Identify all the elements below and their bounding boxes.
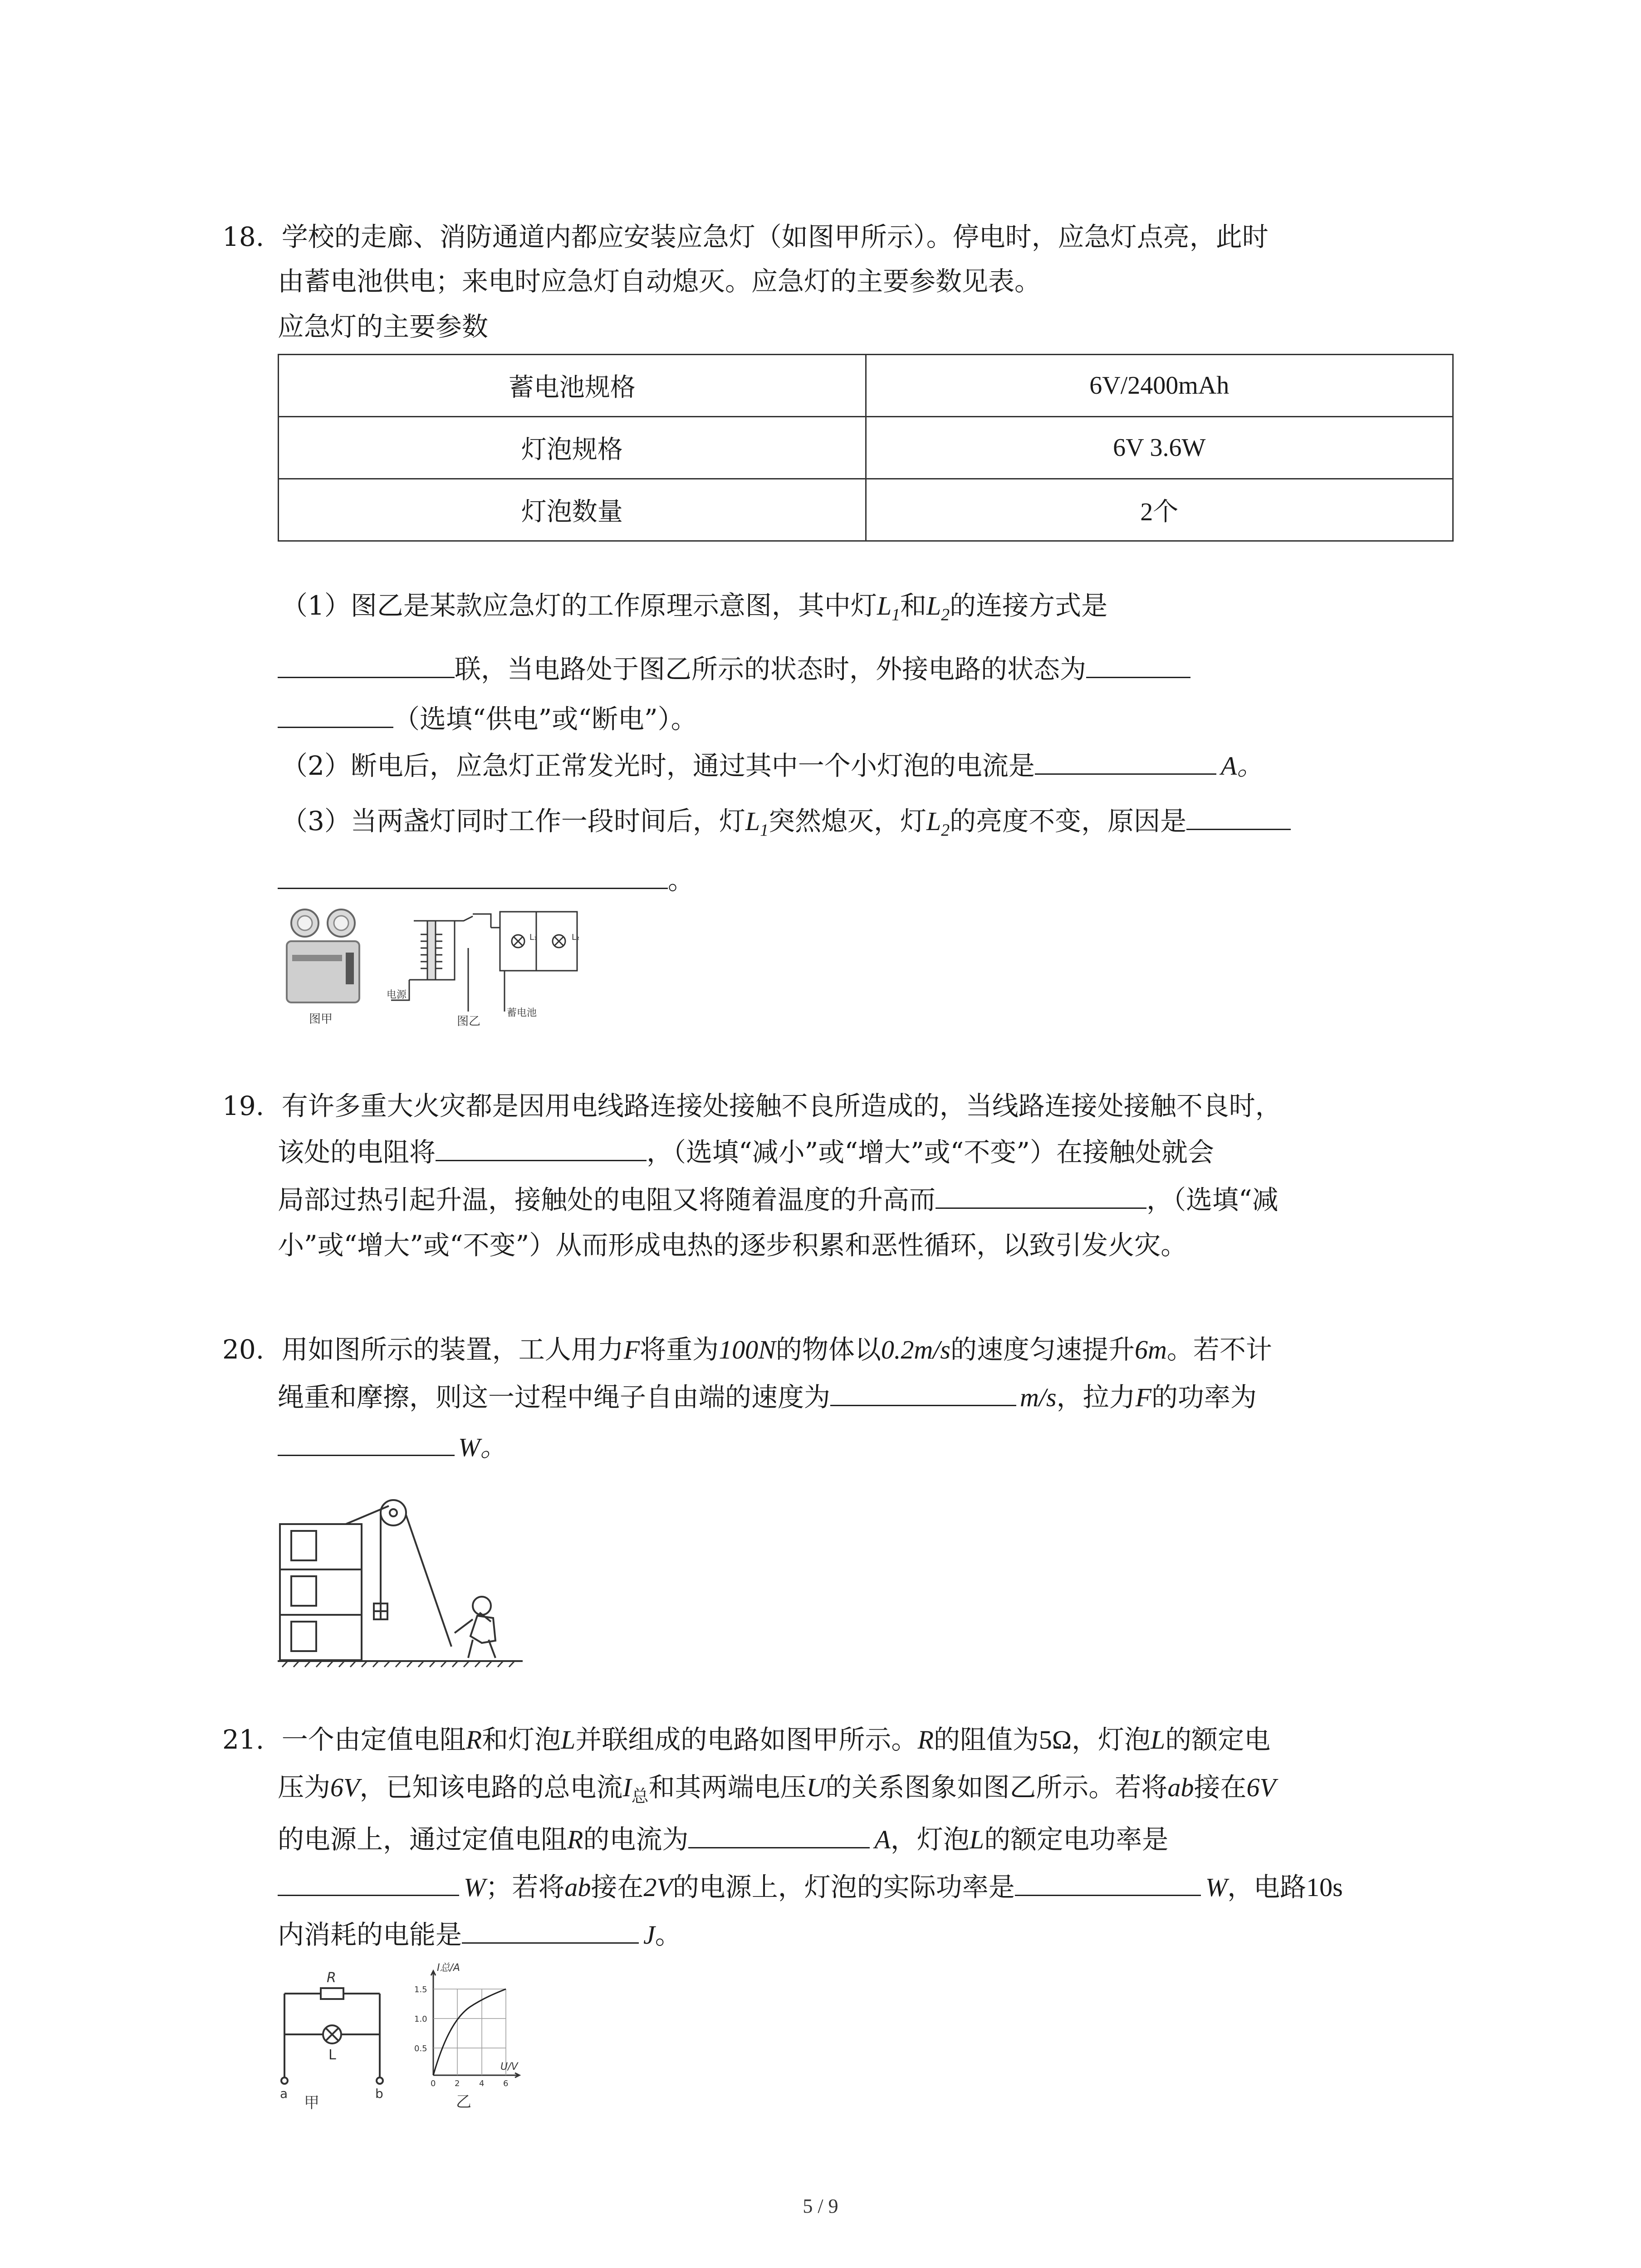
q18-stem-2: 由蓄电池供电；来电时应急灯自动熄灭。应急灯的主要参数见表。: [278, 266, 1041, 297]
q19-line-2: 该处的电阻将 ，（选填“减小”或“增大”或“不变”）在接触处就会: [278, 1134, 1214, 1170]
answer-blank[interactable]: [278, 701, 393, 728]
answer-blank[interactable]: [1015, 1869, 1201, 1896]
q18-part-2: （2）断电后，应急灯正常发光时，通过其中一个小灯泡的电流是 A。: [281, 748, 1263, 784]
relay-circuit-diagram: [391, 912, 580, 1012]
q20-number: 20.: [222, 1334, 265, 1365]
q20-line-2: 绳重和摩擦，则这一过程中绳子自由端的速度为 m/s，拉力F的功率为: [278, 1379, 1257, 1416]
q20-line-3: W。: [278, 1429, 506, 1466]
fig-label-l2: L₂: [572, 933, 580, 942]
table-cell-value: 6V 3.6W: [866, 417, 1453, 479]
q18-part-3: （3）当两盏灯同时工作一段时间后，灯$L_1$突然熄灭，灯$L_2$的亮度不变，原因是: [281, 803, 1291, 849]
fig-label-a: a: [280, 2086, 288, 2101]
table-cell-label: 灯泡数量: [279, 479, 866, 541]
fig-label-yi: 乙: [456, 2093, 471, 2111]
q19-line-3: 局部过热引起升温，接触处的电阻又将随着温度的升高而 ，（选填“减: [278, 1182, 1279, 1218]
answer-blank[interactable]: [936, 1182, 1146, 1209]
answer-blank[interactable]: [462, 1917, 639, 1944]
answer-blank[interactable]: [278, 1869, 459, 1896]
q19-line-4: 小”或“增大”或“不变”）从而形成电热的逐步积累和恶性循环，以致引发火灾。: [278, 1230, 1187, 1261]
fig-label-jia: 甲: [304, 2094, 319, 2112]
table-cell-value: 6V/2400mAh: [866, 355, 1453, 417]
q18-part-1-line-1: （1）图乙是某款应急灯的工作原理示意图，其中灯$L_1$和$L_2$的连接方式是: [281, 590, 1108, 625]
table-row: [279, 479, 1453, 541]
answer-blank[interactable]: [436, 1134, 647, 1161]
q21-line-1: 21. 一个由定值电阻R和灯泡L并联组成的电路如图甲所示。R的阻值为5Ω，灯泡L的额定电: [222, 1724, 1271, 1755]
q21-iu-graph: [411, 1962, 547, 2114]
q18-parameter-table: [278, 354, 1454, 542]
graph-y-tick: 0.5: [414, 2044, 427, 2053]
table-row: [279, 355, 1453, 417]
graph-x-tick: 6: [503, 2079, 509, 2088]
q19-number: 19.: [222, 1090, 265, 1121]
table-cell-label: 蓄电池规格: [279, 355, 866, 417]
q18-figure: [278, 903, 686, 1039]
q18-part-3-line-2: 。: [278, 862, 694, 898]
emergency-light-illustration: [287, 909, 359, 1026]
q20-line-1: 20. 用如图所示的装置，工人用力F将重为100N的物体以0.2m/s的速度匀速提升6m。若不计: [222, 1334, 1272, 1365]
fig-label-battery: 蓄电池: [507, 1007, 537, 1019]
q21-number: 21.: [222, 1724, 265, 1755]
fig-label-power: 电源: [387, 989, 407, 1001]
answer-blank[interactable]: [278, 1429, 455, 1456]
graph-y-tick: 1.0: [414, 2014, 427, 2024]
fig-label-yi: 图乙: [457, 1015, 481, 1028]
worker-figure: [455, 1597, 495, 1658]
q21-line-2: 压为6V，已知该电路的总电流$I_总$和其两端电压U的关系图象如图乙所示。若将ab接在6V: [278, 1772, 1276, 1806]
iu-curve: [433, 1989, 506, 2075]
q19-line-1: 19. 有许多重大火灾都是因用电线路连接处接触不良所造成的，当线路连接处接触不良时，: [222, 1090, 1282, 1121]
q18-part-1-line-3: （选填“供电”或“断电”）。: [278, 701, 697, 737]
q18-number: 18.: [222, 221, 265, 252]
graph-x-label: U/V: [500, 2061, 518, 2072]
fig-label-R: R: [327, 1970, 336, 1986]
graph-x-tick: 4: [479, 2079, 485, 2088]
table-cell-label: 灯泡规格: [279, 417, 866, 479]
table-row: [279, 417, 1453, 479]
fig-label-b: b: [375, 2086, 383, 2101]
table-cell-value: 2个: [866, 479, 1453, 541]
q18-line-2: [278, 263, 1041, 299]
graph-y-tick: 1.5: [414, 1985, 427, 1994]
answer-blank[interactable]: [278, 862, 668, 889]
q21-circuit-figure: [278, 1962, 396, 2112]
q18-table-caption: 应急灯的主要参数: [278, 311, 489, 342]
fig-label-jia: 图甲: [309, 1012, 333, 1026]
graph-x-tick: 0: [431, 2079, 436, 2088]
q18-stem-1: 学校的走廊、消防通道内都应安装应急灯（如图甲所示）。停电时，应急灯点亮，此时: [281, 221, 1269, 252]
answer-blank[interactable]: [278, 651, 455, 678]
page-number: 5 / 9: [803, 2195, 838, 2217]
fig-label-l1: L₁: [529, 933, 538, 942]
answer-blank[interactable]: [1186, 803, 1291, 830]
answer-blank[interactable]: [1035, 748, 1216, 775]
q20-pulley-figure: [278, 1497, 523, 1669]
q21-line-5: 内消耗的电能是 J。: [278, 1916, 681, 1953]
answer-blank[interactable]: [688, 1822, 870, 1848]
q21-line-3: 的电源上，通过定值电阻R的电流为 A，灯泡L的额定电功率是: [278, 1821, 1168, 1858]
graph-x-tick: 2: [455, 2079, 460, 2088]
fig-label-L: L: [328, 2047, 336, 2063]
answer-blank[interactable]: [1086, 651, 1190, 678]
q21-line-4: W；若将ab接在2V的电源上，灯泡的实际功率是 W，电路10s: [278, 1869, 1343, 1906]
q18-part-1-line-2: 联，当电路处于图乙所示的状态时，外接电路的状态为: [278, 651, 1190, 687]
graph-y-label: I总/A: [437, 1962, 460, 1974]
answer-blank[interactable]: [830, 1379, 1016, 1406]
q18-line-1: [222, 219, 1269, 255]
